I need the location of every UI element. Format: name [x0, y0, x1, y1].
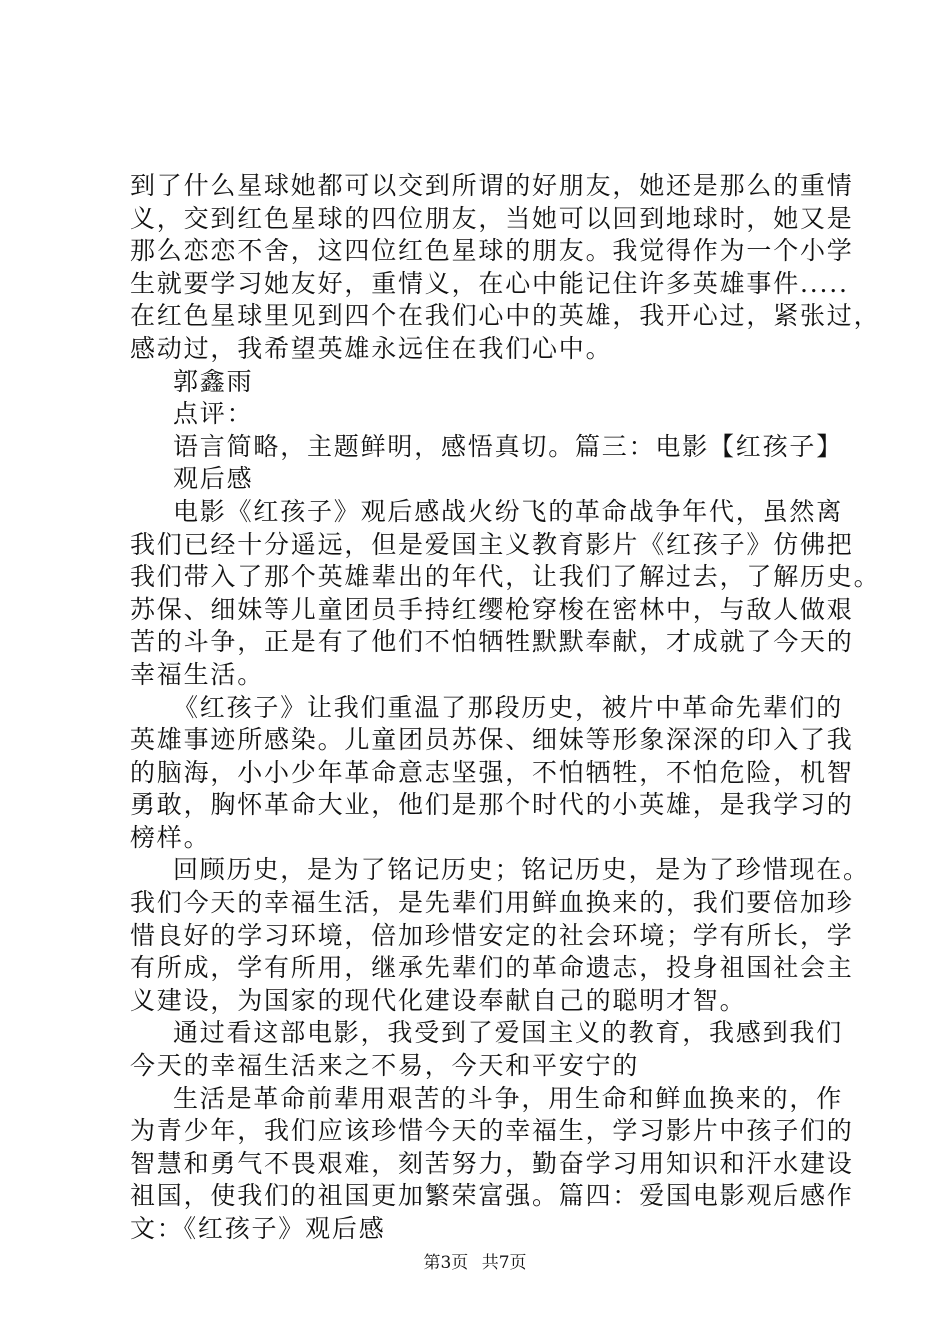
text-line: 幸福生活。 — [130, 659, 265, 689]
text-line: 义，交到红色星球的四位朋友，当她可以回到地球时，她又是 — [130, 203, 854, 233]
comment-label: 点评： — [173, 399, 254, 429]
author-name: 郭鑫雨 — [173, 366, 254, 396]
text-line: 生活是革命前辈用艰苦的斗争，用生命和鲜血换来的，作 — [173, 1083, 844, 1113]
text-line: 苏保、细妹等儿童团员手持红缨枪穿梭在密林中，与敌人做艰 — [130, 594, 854, 624]
text-line: 榜样。 — [130, 822, 211, 852]
text-line: 电影《红孩子》观后感战火纷飞的革命战争年代，虽然离 — [173, 496, 844, 526]
text-line: 惜良好的学习环境，倍加珍惜安定的社会环境；学有所长，学 — [130, 920, 854, 950]
text-line: 那么恋恋不舍，这四位红色星球的朋友。我觉得作为一个小学 — [130, 236, 854, 266]
text-line: 到了什么星球她都可以交到所谓的好朋友，她还是那么的重情 — [130, 171, 854, 200]
text-line: 义建设，为国家的现代化建设奉献自己的聪明才智。 — [130, 985, 747, 1015]
text-line: 我们已经十分遥远，但是爱国主义教育影片《红孩子》仿佛把 — [130, 529, 854, 559]
page-number: 第3页 — [423, 1253, 469, 1273]
text-line: 祖国，使我们的祖国更加繁荣富强。篇四：爱国电影观后感作 — [130, 1181, 854, 1211]
text-line: 回顾历史，是为了铭记历史；铭记历史，是为了珍惜现在。 — [173, 855, 870, 885]
text-line: 勇敢，胸怀革命大业，他们是那个时代的小英雄，是我学习的 — [130, 790, 854, 820]
text-line: 智慧和勇气不畏艰难，刻苦努力，勤奋学习用知识和汗水建设 — [130, 1148, 854, 1178]
page-total: 共7页 — [481, 1253, 527, 1273]
text-line: 生就要学习她友好，重情义，在心中能记住许多英雄事件..... — [130, 268, 849, 298]
text-line: 为青少年，我们应该珍惜今天的幸福生，学习影片中孩子们的 — [130, 1116, 854, 1146]
section-heading: 观后感 — [173, 464, 254, 494]
body-text — [130, 170, 881, 1246]
text-line: 感动过，我希望英雄永远住在我们心中。 — [130, 333, 613, 363]
text-line: 今天的幸福生活来之不易，今天和平安宁的 — [130, 1051, 640, 1081]
text-line: 我们今天的幸福生活，是先辈们用鲜血换来的，我们要倍加珍 — [130, 888, 854, 918]
text-line: 的脑海，小小少年革命意志坚强，不怕牺牲，不怕危险，机智 — [130, 757, 854, 787]
text-line: 有所成，学有所用，继承先辈们的革命遗志，投身祖国社会主 — [130, 953, 854, 983]
text-line: 语言简略，主题鲜明，感悟真切。篇三：电影【红孩子】 — [173, 431, 844, 461]
text-line: 通过看这部电影，我受到了爱国主义的教育，我感到我们 — [173, 1018, 844, 1048]
text-line: 文：《红孩子》观后感 — [130, 1214, 386, 1243]
text-line: 《红孩子》让我们重温了那段历史，被片中革命先辈们的 — [173, 692, 844, 722]
text-line: 苦的斗争，正是有了他们不怕牺牲默默奉献，才成就了今天的 — [130, 627, 854, 657]
text-line: 我们带入了那个英雄辈出的年代，让我们了解过去，了解历史。 — [130, 562, 881, 592]
text-line: 英雄事迹所感染。儿童团员苏保、细妹等形象深深的印入了我 — [130, 725, 854, 755]
text-line: 在红色星球里见到四个在我们心中的英雄，我开心过，紧张过， — [130, 301, 881, 331]
page-footer — [0, 1252, 950, 1274]
